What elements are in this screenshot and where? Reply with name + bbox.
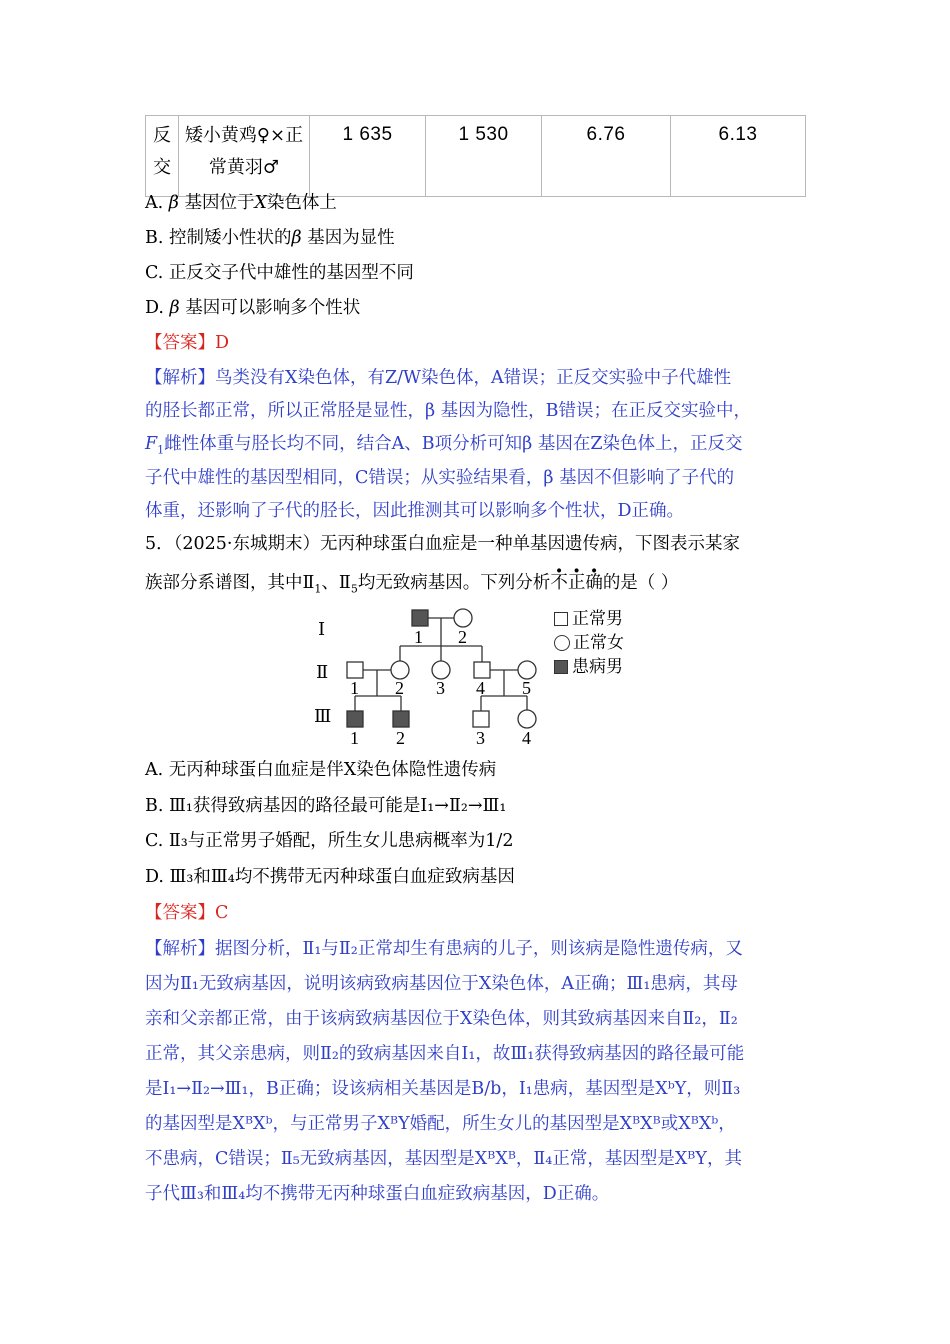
- answer-label: 【答案】: [145, 333, 215, 353]
- text: 、Ⅱ: [321, 573, 351, 593]
- q5-option-b: B. Ⅲ₁获得致病基因的路径最可能是Ⅰ₁→Ⅱ₂→Ⅲ₁: [145, 796, 507, 816]
- value-cell: 6.13: [671, 116, 806, 197]
- q5-analysis-line: 因为Ⅱ₁无致病基因，说明该病致病基因位于X染色体，A正确；Ⅲ₁患病，其母: [145, 974, 738, 994]
- legend-item: [554, 655, 624, 679]
- individual-number: 3: [476, 728, 485, 748]
- pedigree-chart: [300, 600, 550, 750]
- gen-label: Ⅱ: [316, 662, 329, 682]
- filled-square-icon: [554, 660, 568, 674]
- individual-number: 4: [476, 678, 485, 698]
- analysis-text: 鸟类没有X染色体，有Z/W染色体，A错误；正反交实验中子代雄性: [215, 368, 732, 388]
- q4-analysis-line: 子代中雄性的基因型相同，C错误；从实验结果看，β 基因不但影响了子代的: [145, 468, 735, 488]
- q4-analysis-line: [145, 432, 743, 456]
- row-label-cell: [146, 116, 179, 197]
- gen2-female: [391, 661, 409, 679]
- cross-results-table: [145, 115, 806, 197]
- gen2-female: [432, 661, 450, 679]
- text: 基因可以影响多个性状: [185, 298, 361, 318]
- gen2-female: [518, 661, 536, 679]
- square-icon: [554, 612, 568, 626]
- answer-label: 【答案】: [145, 903, 215, 923]
- q5-stem-line: 5．（2025·东城期末）无丙种球蛋白血症是一种单基因遗传病，下图表示某家: [145, 534, 740, 554]
- legend-item: [554, 607, 624, 631]
- analysis-label: 【解析】: [145, 368, 215, 388]
- gen3-female: [518, 710, 536, 728]
- text: B. 控制矮小性状的: [145, 228, 292, 248]
- analysis-text: 据图分析，Ⅱ₁与Ⅱ₂正常却生有患病的儿子，则该病是隐性遗传病，又: [215, 939, 743, 959]
- q5-analysis-line: 子代Ⅲ₃和Ⅲ₄均不携带无丙种球蛋白血症致病基因，D正确。: [145, 1184, 610, 1204]
- text: 的是（ ）: [602, 573, 679, 593]
- symbol: F: [145, 434, 158, 454]
- gen-label: Ⅲ: [314, 706, 332, 726]
- symbol: β: [291, 228, 302, 248]
- q4-answer: [145, 331, 229, 355]
- q5-option-d: D. Ⅲ₃和Ⅲ₄均不携带无丙种球蛋白血症致病基因: [145, 867, 515, 887]
- individual-number: 1: [414, 627, 423, 647]
- symbol: β: [169, 298, 180, 318]
- q4-analysis-line: 的胫长都正常，所以正常胫是显性，β 基因为隐性，B错误；在正反交实验中，: [145, 401, 752, 421]
- legend-item: [554, 631, 624, 655]
- q5-analysis-line: 是Ⅰ₁→Ⅱ₂→Ⅲ₁，B正确；设该病相关基因是B/b，Ⅰ₁患病，基因型是XᵇY，则Ⅱ₃: [145, 1079, 741, 1099]
- gen2-male: [347, 662, 363, 678]
- emphasis-char: 不: [550, 573, 568, 593]
- individual-number: 5: [522, 678, 531, 698]
- individual-number: 1: [350, 678, 359, 698]
- answer-value: D: [215, 333, 230, 353]
- legend-label: 正常男: [572, 609, 623, 629]
- legend-label: 正常女: [573, 633, 624, 653]
- gen3-male: [473, 711, 489, 727]
- text: 染色体上: [266, 193, 337, 213]
- pedigree-legend: [554, 607, 624, 679]
- table-row: [146, 116, 806, 197]
- q4-option-c: C. 正反交子代中雄性的基因型不同: [145, 263, 414, 283]
- gen1-female: [454, 609, 472, 627]
- text: D.: [145, 298, 170, 318]
- text: A.: [145, 193, 169, 213]
- gen2-male: [474, 662, 490, 678]
- gen1-male-affected: [412, 610, 428, 626]
- individual-number: 2: [458, 627, 467, 647]
- individual-number: 1: [350, 728, 359, 748]
- q4-option-d: [145, 296, 360, 320]
- q5-analysis-line: 不患病，C错误；Ⅱ₅无致病基因，基因型是XᴮXᴮ，Ⅱ₄正常，基因型是XᴮY，其: [145, 1149, 742, 1169]
- gen3-male-affected: [393, 711, 409, 727]
- answer-value: C: [215, 903, 229, 923]
- text: 基因为显性: [301, 228, 395, 248]
- subscript: 1: [314, 582, 322, 596]
- symbol: β: [168, 193, 179, 213]
- value-cell: 1 530: [426, 116, 542, 197]
- q5-analysis-line: 亲和父亲都正常，由于该病致病基因位于X染色体，则其致病基因来自Ⅱ₂，Ⅱ₂: [145, 1009, 738, 1029]
- legend-label: 患病男: [572, 657, 623, 677]
- q5-option-c: C. Ⅱ₃与正常男子婚配，所生女儿患病概率为1/2: [145, 831, 514, 851]
- q5-option-a: A. 无丙种球蛋白血症是伴X染色体隐性遗传病: [145, 760, 497, 780]
- gen3-male-affected: [347, 711, 363, 727]
- q5-stem-line: [145, 571, 678, 595]
- individual-number: 2: [396, 728, 405, 748]
- q4-option-a: [145, 191, 337, 215]
- q4-analysis-line: 体重，还影响了子代的胫长，因此推测其可以影响多个性状，D正确。: [145, 501, 685, 521]
- individual-number: 2: [395, 678, 404, 698]
- emphasis-char: 确: [585, 573, 603, 593]
- emphasis-char: 正: [567, 573, 586, 593]
- individual-number: 4: [522, 728, 531, 748]
- text: 基因位于: [184, 193, 255, 213]
- q5-analysis-line: 的基因型是XᴮXᵇ，与正常男子XᴮY婚配，所生女儿的基因型是XᴮXᴮ或XᴮXᵇ，: [145, 1114, 736, 1134]
- row-label-char: 交: [153, 157, 171, 178]
- circle-icon: [554, 635, 570, 651]
- individual-number: 3: [436, 678, 445, 698]
- subscript: 1: [157, 443, 165, 457]
- analysis-label: 【解析】: [145, 939, 215, 959]
- q5-analysis-line: [145, 937, 743, 961]
- q5-analysis-line: 正常，其父亲患病，则Ⅱ₂的致病基因来自Ⅰ₁，故Ⅲ₁获得致病基因的路径最可能: [145, 1044, 745, 1064]
- q4-analysis-line: [145, 366, 731, 390]
- gen-label: Ⅰ: [318, 619, 326, 639]
- q4-option-b: [145, 226, 395, 250]
- subscript: 5: [350, 582, 358, 596]
- text: 均无致病基因。下列分析: [357, 573, 551, 593]
- row-label-char: 反: [153, 125, 171, 146]
- text: 族部分系谱图，其中Ⅱ: [145, 573, 315, 593]
- value-cell: 1 635: [310, 116, 426, 197]
- analysis-text: 雌性体重与胫长均不同，结合A、B项分析可知β 基因在Z染色体上，正反交: [164, 434, 743, 454]
- value-cell: 6.76: [542, 116, 671, 197]
- symbol: X: [254, 193, 267, 213]
- q5-answer: [145, 901, 228, 925]
- cross-cell: 矮小黄鸡♀×正常黄羽♂: [179, 116, 310, 197]
